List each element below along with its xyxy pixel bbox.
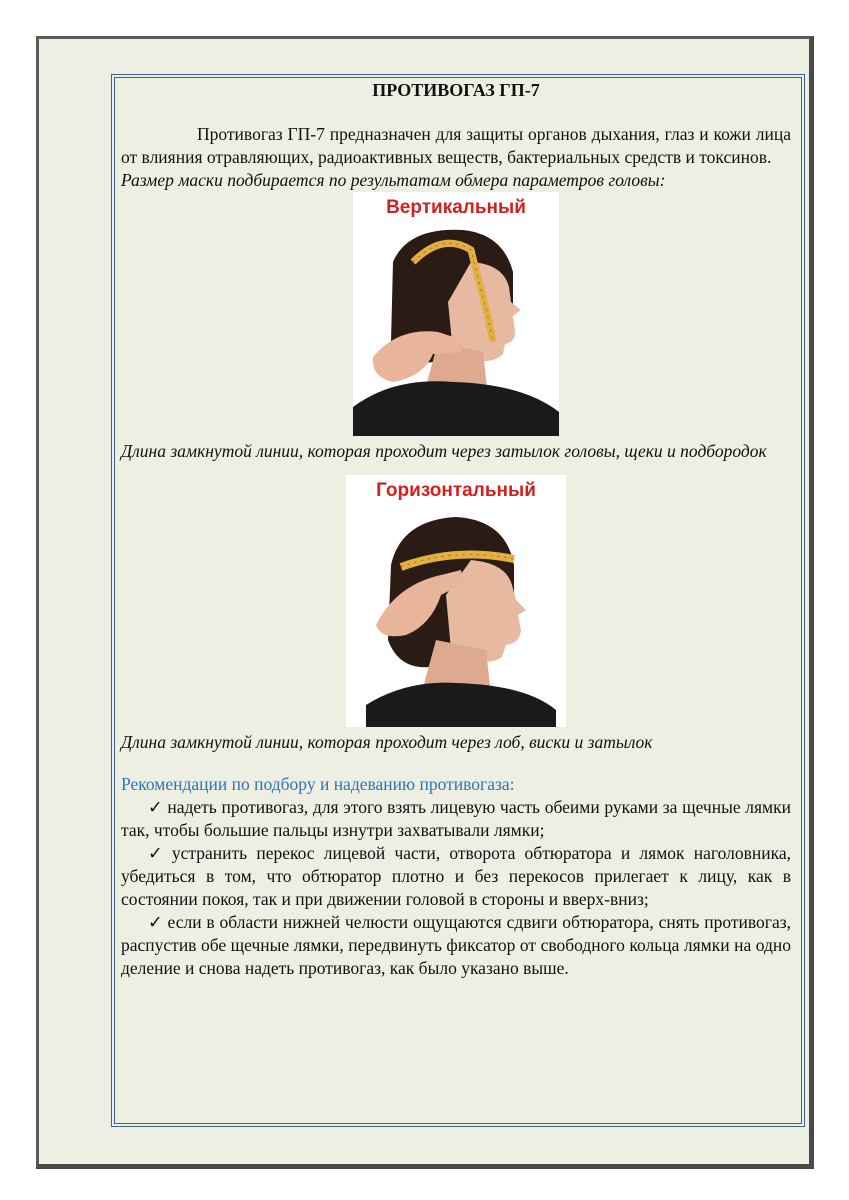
document-content [121,79,791,980]
recommendation-item [121,842,791,911]
recommendation-text: устранить перекос лицевой части, отворота обтюратора и лямок наголовника, убедиться в том, что обтюратор плотно и без перекосов прилегает к лицу, как в состоянии покоя, так и при движении головой в стороны и вверх-вниз; [121,843,791,909]
check-icon: ✓ [148,797,163,817]
vertical-caption: Длина замкнутой линии, которая проходит через затылок головы, щеки и подбородок [121,441,767,461]
page-title: ПРОТИВОГАЗ ГП-7 [372,80,540,100]
recommendation-text: надеть противогаз, для этого взять лицевую часть обеими руками за щечные лямки так, чтобы большие пальцы изнутри захватывали лямки; [121,797,792,840]
horizontal-head-illustration [346,475,566,727]
vertical-head-illustration [353,192,559,436]
size-note: Размер маски подбирается по результатам обмера параметров головы: [121,170,666,190]
horizontal-measurement-photo [346,475,566,727]
check-icon: ✓ [148,912,163,932]
vertical-measurement-photo [353,192,559,436]
recommendations-title: Рекомендации по подбору и надеванию противогаза: [121,774,515,794]
check-icon: ✓ [148,843,163,863]
intro-paragraph: Противогаз ГП-7 предназначен для защиты органов дыхания, глаз и кожи лица от влияния отравляющих, радиоактивных веществ, бактериальных средств и токсинов. [121,124,791,167]
outer-frame [36,36,814,1169]
recommendation-item [121,796,791,842]
recommendation-item [121,911,791,980]
horizontal-caption: Длина замкнутой линии, которая проходит через лоб, виски и затылок [121,732,653,752]
horizontal-label: Горизонтальный [376,480,536,501]
recommendation-text: если в области нижней челюсти ощущаются сдвиги обтюратора, снять противогаз, распустив обе щечные лямки, передвинуть фиксатор от свободного кольца лямки на одно деление и снова надеть противогаз, как было указано выше. [121,912,791,978]
vertical-label: Вертикальный [386,197,526,218]
